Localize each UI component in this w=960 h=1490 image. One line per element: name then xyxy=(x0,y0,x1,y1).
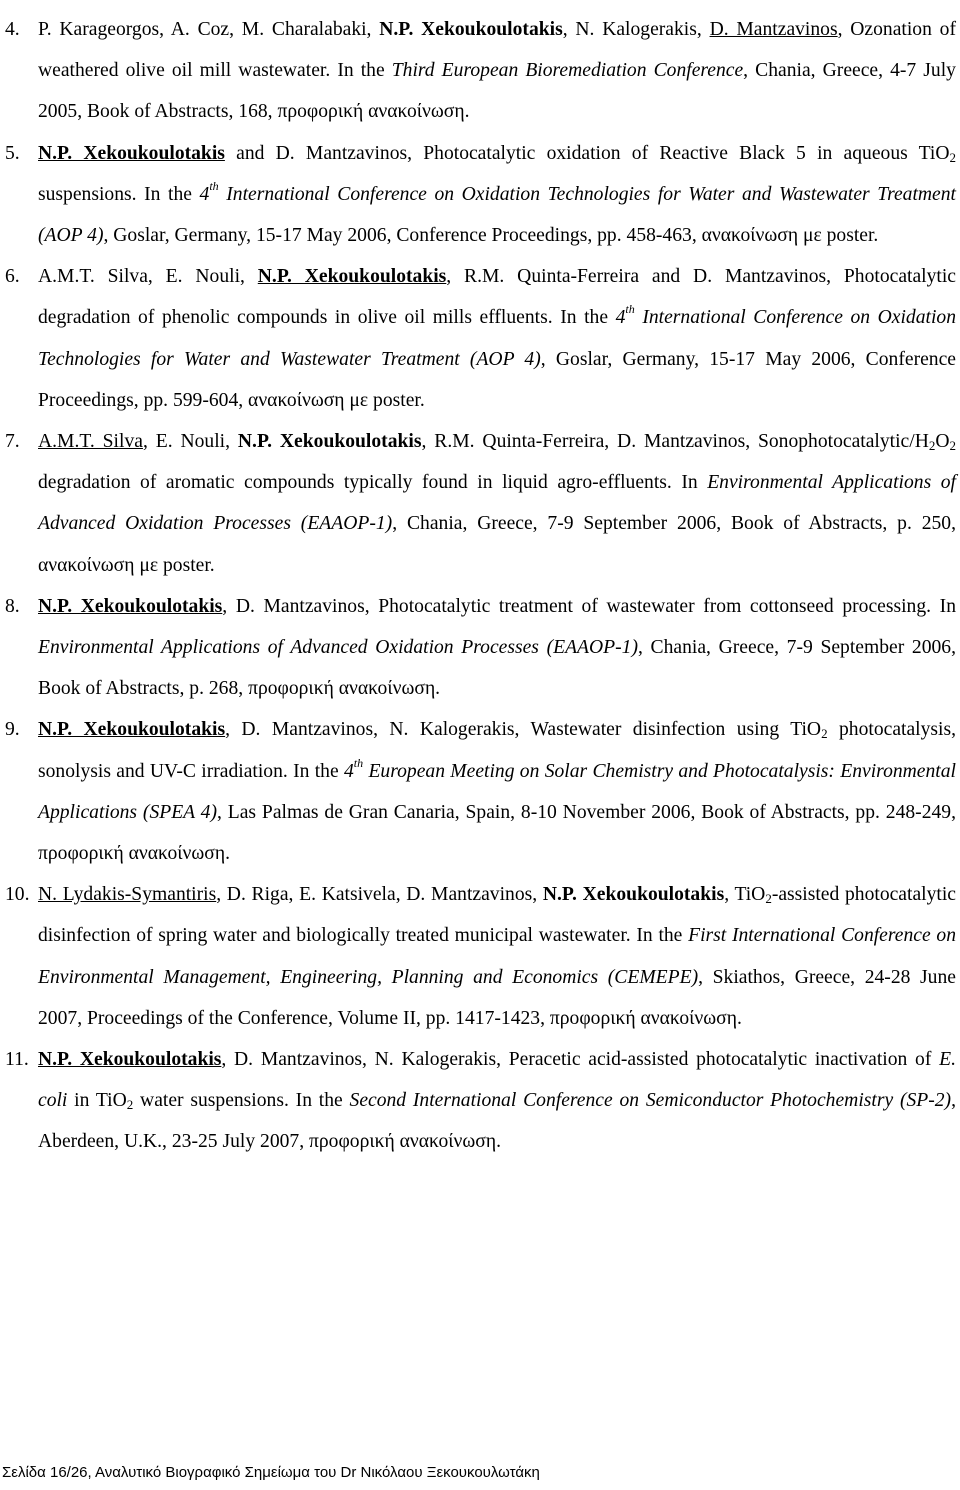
reference-text-segment: th xyxy=(209,178,219,193)
reference-item xyxy=(0,256,960,421)
reference-item xyxy=(0,874,960,1039)
reference-text-segment: 2 xyxy=(765,891,772,907)
reference-number: 10. xyxy=(5,884,30,906)
reference-text-segment: , Chania, Greece, 7-9 September 2006, Book of Abstracts, p. 268, προφορική ανακοίνωση. xyxy=(38,637,956,700)
reference-text-segment: N.P. Xekoukoulotakis xyxy=(379,19,563,40)
reference-item xyxy=(0,709,960,874)
reference-text-segment: Environmental Applications of Advanced Oxidation Processes (EAAOP-1) xyxy=(38,472,956,535)
reference-text-segment: , D. Mantzavinos, Photocatalytic treatment of wastewater from cottonseed processing. In xyxy=(222,595,956,617)
reference-item xyxy=(0,133,960,257)
reference-text xyxy=(38,1049,956,1152)
reference-text-segment: N.P. Xekoukoulotakis xyxy=(257,266,447,288)
reference-text-segment: , Goslar, Germany, 15-17 May 2006, Conference Proceedings, pp. 458-463, ανακοίνωση με poster. xyxy=(103,225,879,247)
reference-text-segment: , D. Mantzavinos, N. Kalogerakis, Peracetic acid-assisted photocatalytic inactivation of xyxy=(221,1049,940,1071)
reference-text-segment: in TiO xyxy=(67,1090,127,1112)
reference-text-segment: , E. Nouli, xyxy=(142,431,238,453)
reference-text-segment: , Goslar, Germany, 15-17 May 2006, Conference Proceedings, pp. 599-604, ανακοίνωση με poster. xyxy=(38,348,956,411)
reference-text-segment: Second International Conference on Semiconductor Photochemistry (SP-2) xyxy=(349,1090,952,1112)
reference-text-segment: N.P. Xekoukoulotakis xyxy=(38,595,223,617)
reference-text-segment: D. Mantzavinos xyxy=(709,19,838,40)
reference-number: 11. xyxy=(5,1049,29,1071)
reference-text-segment: photocatalysis, sonolysis and UV-C irradiation. In the xyxy=(38,719,957,782)
reference-text-segment: water suspensions. In the xyxy=(133,1090,350,1112)
reference-item xyxy=(0,421,960,586)
reference-text-segment: Environmental Applications of Advanced Oxidation Processes (EAAOP-1) xyxy=(38,637,638,659)
reference-text-segment: 2 xyxy=(126,1097,134,1113)
reference-text-segment: International Conference on Oxidation Technologies for Water and Wastewater Treatment (AOP 4) xyxy=(38,183,956,247)
reference-text-segment: Third European Bioremediation Conference xyxy=(391,60,744,82)
reference-text xyxy=(38,719,956,864)
reference-text xyxy=(38,143,956,246)
reference-text-segment: A.M.T. Silva xyxy=(38,431,143,453)
reference-text-segment: 4 xyxy=(615,307,626,329)
reference-item xyxy=(0,586,960,710)
reference-text-segment: 2 xyxy=(821,726,828,742)
reference-text-segment: A.M.T. Silva, E. Nouli, xyxy=(38,266,258,288)
reference-text-segment: , D. Mantzavinos, N. Kalogerakis, Wastewater disinfection using TiO xyxy=(225,719,822,741)
reference-text-segment: and D. Mantzavinos, Photocatalytic oxidation of Reactive Black 5 in aqueous TiO xyxy=(224,142,950,164)
reference-text-segment: N. Lydakis-Symantiris xyxy=(38,884,217,906)
reference-text-segment: , Ozonation of weathered olive oil mill wastewater. In the xyxy=(38,19,957,82)
reference-text-segment: -assisted photocatalytic disinfection of spring water and biologically treated municipal wastewater. In the xyxy=(38,884,956,947)
reference-text-segment: First International Conference on Environmental Management, Engineering, Planning and Economics (CEMEPE) xyxy=(38,925,956,988)
reference-text-segment: O xyxy=(935,431,950,453)
reference-text-segment: N.P. Xekoukoulotakis xyxy=(38,719,226,741)
reference-text xyxy=(38,596,956,699)
reference-text-segment: degradation of aromatic compounds typically found in liquid agro-effluents. In xyxy=(38,472,708,494)
reference-text-segment: 2 xyxy=(928,438,936,454)
reference-text-segment: suspensions. In the xyxy=(38,183,200,205)
reference-text-segment: , Aberdeen, U.K., 23-25 July 2007, προφορική ανακοίνωση. xyxy=(38,1090,956,1153)
reference-text-segment: th xyxy=(353,755,364,770)
reference-text-segment: 4 xyxy=(343,760,354,782)
reference-text xyxy=(38,884,956,1029)
reference-number: 5. xyxy=(5,142,20,164)
reference-text-segment: , R.M. Quinta-Ferreira and D. Mantzavinos, Photocatalytic degradation of phenolic compounds in olive oil mills effluents. In the xyxy=(38,266,956,329)
page-footer: Σελίδα 16/26, Αναλυτικό Βιογραφικό Σημείωμα του Dr Νικόλαου Ξεκουκουλωτάκη xyxy=(2,1464,540,1481)
reference-text-segment: , Chania, Greece, 4-7 July 2005, Book of Abstracts, 168, προφορική ανακοίνωση. xyxy=(38,60,956,123)
reference-number: 6. xyxy=(5,266,20,288)
reference-text-segment: , Chania, Greece, 7-9 September 2006, Book of Abstracts, p. 250, ανακοίνωση με poster. xyxy=(38,513,956,576)
reference-text-segment: N.P. Xekoukoulotakis xyxy=(38,1049,222,1071)
reference-text-segment: N.P. Xekoukoulotakis xyxy=(542,884,725,906)
reference-text-segment: E. coli xyxy=(38,1049,956,1112)
reference-text-segment: P. Karageorgos, A. Coz, M. Charalabaki, xyxy=(38,19,380,40)
reference-text-segment: , Skiathos, Greece, 24-28 June 2007, Proceedings of the Conference, Volume II, pp. 1417-1423, προφορική ανακοίνωση. xyxy=(38,966,956,1029)
reference-number: 8. xyxy=(5,595,20,617)
reference-text xyxy=(38,266,956,411)
reference-text-segment: , TiO xyxy=(724,884,766,906)
reference-text-segment: , D. Riga, E. Katsivela, D. Mantzavinos, xyxy=(216,884,543,906)
reference-text-segment: th xyxy=(625,302,635,317)
reference-text-segment: N.P. Xekoukoulotakis xyxy=(38,142,225,164)
reference-text xyxy=(38,19,956,122)
reference-text-segment: 2 xyxy=(949,438,957,454)
reference-text-segment: European Meeting on Solar Chemistry and Photocatalysis: Environmental Applications (SPEA 4) xyxy=(38,760,956,823)
reference-text-segment: 4 xyxy=(199,183,210,205)
reference-text-segment: , N. Kalogerakis, xyxy=(562,19,710,40)
reference-text-segment: , Las Palmas de Gran Canaria, Spain, 8-10 November 2006, Book of Abstracts, pp. 248-249, προφορική ανακοίνωση. xyxy=(38,801,956,865)
reference-text-segment: , R.M. Quinta-Ferreira, D. Mantzavinos, Sonophotocatalytic/H xyxy=(421,431,929,453)
reference-number: 9. xyxy=(5,719,20,741)
reference-text xyxy=(38,431,956,576)
reference-text-segment: 2 xyxy=(949,149,956,165)
reference-number: 7. xyxy=(5,431,20,453)
reference-number: 4. xyxy=(5,19,20,40)
reference-text-segment: International Conference on Oxidation Technologies for Water and Wastewater Treatment (AOP 4) xyxy=(38,307,957,370)
reference-item xyxy=(0,9,960,133)
reference-text-segment: N.P. Xekoukoulotakis xyxy=(237,431,422,453)
reference-item xyxy=(0,1039,960,1163)
